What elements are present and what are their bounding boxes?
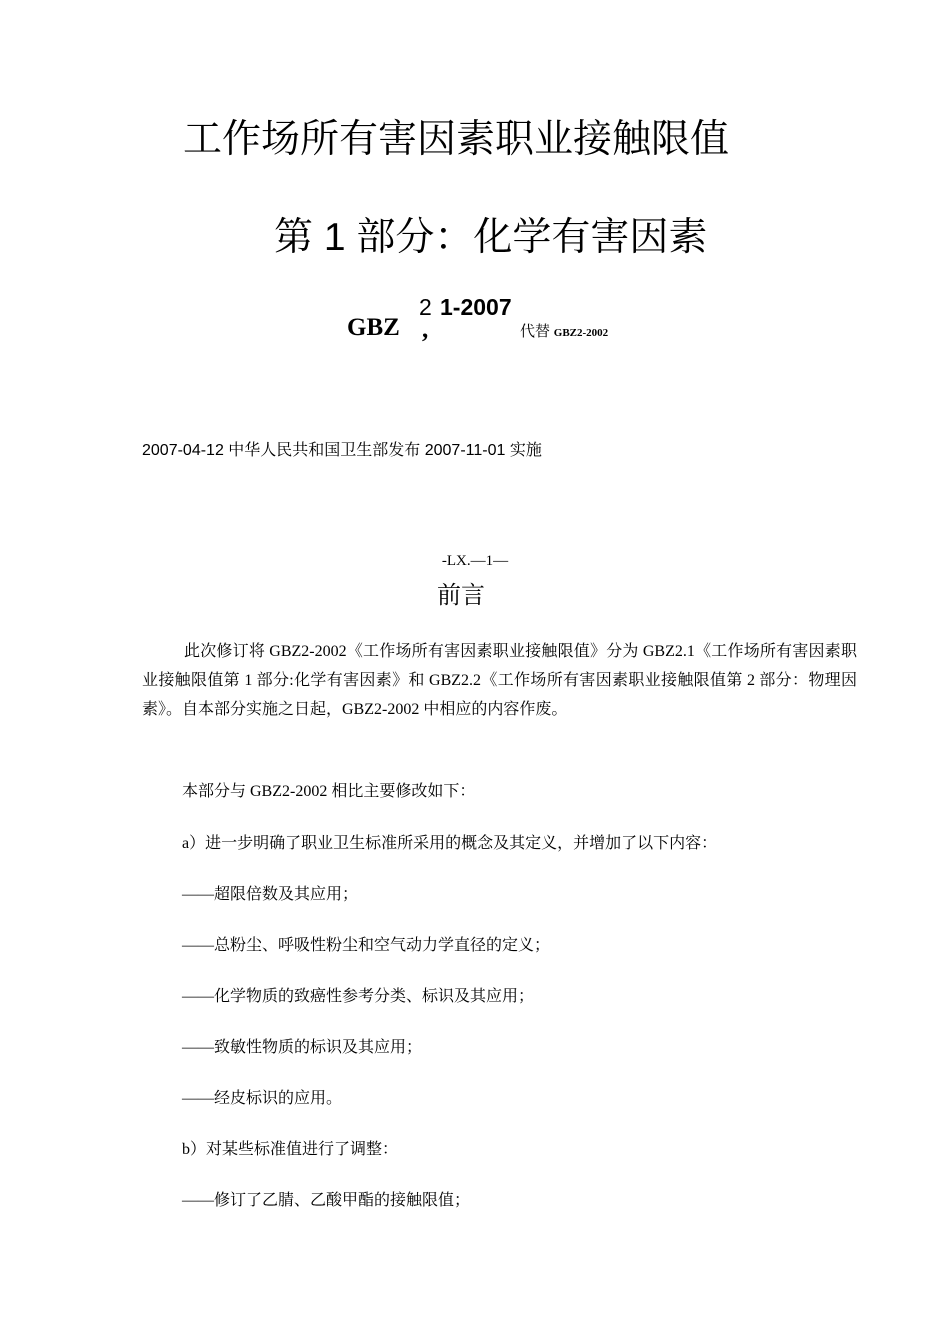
- standard-comma: ,: [422, 316, 429, 343]
- replaces-note: [520, 320, 608, 341]
- preface-heading: 前言: [437, 582, 485, 609]
- preface-intro-paragraph: 此次修订将 GBZ2-2002《工作场所有害因素职业接触限值》分为 GBZ2.1《工作场所有害因素职业接触限值第 1 部分:化学有害因素》和 GBZ2.2《工作场所有害因素职业接触限值第 2 部分：物理因素》。自本部分实施之日起，GBZ2-2002 中相应的内容作废。: [142, 643, 857, 718]
- list-item: 本部分与 GBZ2-2002 相比主要修改如下：: [182, 783, 476, 800]
- replaces-label: 代替: [520, 324, 551, 340]
- replaces-code: GBZ2-2002: [553, 327, 609, 339]
- page-marker: -LX.—1—: [441, 553, 509, 569]
- document-subtitle: 第 1 部分：化学有害因素: [274, 216, 708, 259]
- standard-superscript: 2: [419, 294, 432, 320]
- list-item: ——经皮标识的应用。: [182, 1090, 343, 1107]
- list-item: ——修订了乙腈、乙酸甲酯的接触限值；: [182, 1192, 471, 1209]
- list-item: ——化学物质的致癌性参考分类、标识及其应用；: [182, 988, 535, 1005]
- list-item: ——超限倍数及其应用；: [182, 886, 359, 903]
- list-item: a）进一步明确了职业卫生标准所采用的概念及其定义，并增加了以下内容：: [182, 835, 718, 852]
- document-title: 工作场所有害因素职业接触限值: [183, 118, 730, 161]
- standard-prefix: GBZ: [347, 314, 400, 341]
- list-item: ——致敏性物质的标识及其应用；: [182, 1039, 423, 1056]
- standard-code: [347, 294, 747, 354]
- standard-number: 1-2007: [440, 294, 512, 320]
- issue-dates: 2007-04-12 中华人民共和国卫生部发布 2007-11-01 实施: [142, 442, 542, 459]
- list-item: ——总粉尘、呼吸性粉尘和空气动力学直径的定义；: [182, 937, 551, 954]
- list-item: b）对某些标准值进行了调整：: [182, 1141, 399, 1158]
